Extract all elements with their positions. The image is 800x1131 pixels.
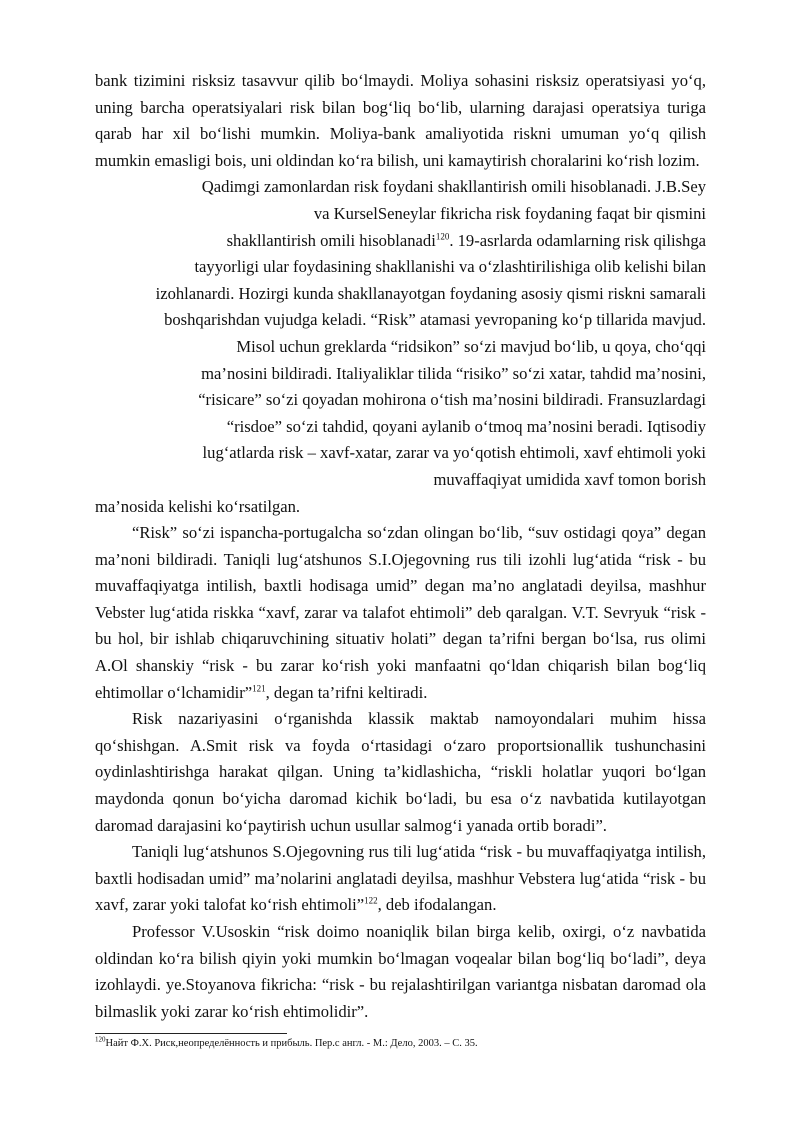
paragraph-text: Taniqli lug‘atshunos S.Ojegovning rus tili lug‘atida “risk - bu muvaffaqiyatga intilish, baxtli hodisadan umid” ma’nolarini anglatadi deyilsa, mashhur Vebstera lug‘atida “risk - bu xavf, zarar yoki talofat ko‘rish ehtimoli” [95,842,706,915]
paragraph-line: “risdoe” so‘zi tahdid, qoyani aylanib o‘tmoq ma’nosini beradi. Iqtisodiy [226,416,706,436]
footnote [95,1037,706,1051]
footnote-number: 120 [95,1035,106,1044]
body-text [95,68,706,1025]
paragraph-line: tayyorligi ular foydasining shakllanishi va o‘zlashtirilishiga olib kelishi bilan [194,257,706,277]
paragraph-text: , deb ifodalangan. [377,895,497,915]
paragraph: bank tizimini risksiz tasavvur qilib bo‘lmaydi. Moliya sohasini risksiz operatsiyasi yo‘q, uning barcha operatsiyalari risk bilan bog‘liq bo‘lib, ularning darajasi operatsiya turiga qarab har xil bo‘lishi mumkin. Moliya-bank amaliyotida riskni umuman yo‘q qilish mumkin emasligi bois, uni oldindan ko‘ra bilish, uni kamaytirish choralarini ko‘rish lozim. [95,71,706,170]
paragraph-line: boshqarishdan vujudga keladi. “Risk” atamasi yevropaning ko‘p tillarida mavjud. [164,310,706,330]
paragraph [95,839,706,919]
line-text: . 19-asrlarda odamlarning risk qilishga [449,230,706,250]
paragraph-line: Misol uchun greklarda “ridsikon” so‘zi mavjud bo‘lib, u qoya, cho‘qqi [236,336,706,356]
paragraph: Professor V.Usoskin “risk doimo noaniqlik bilan birga kelib, oxirgi, o‘z navbatida oldindan ko‘ra bilish qiyin yoki mumkin bo‘lmagan voqealar bilan bog‘liq bo‘ladi”, deya izohlaydi. ye.Stoyanova fikricha: “risk - bu rejalashtirilgan variantga nisbatan daromad ola bilmaslik yoki zarar ko‘rish ehtimolidir”. [95,922,706,1021]
line-text: shakllantirish omili hisoblanadi [226,230,436,250]
paragraph-line: ma’nosini bildiradi. Italiyaliklar tilida “risiko” so‘zi xatar, tahdid ma’nosini, [201,363,706,383]
paragraph-line: ma’nosida kelishi ko‘rsatilgan. [95,496,301,516]
footnote-text: Найт Ф.Х. Риск,неопределённость и прибыль. Пер.с англ. - М.: Дело, 2003. – С. 35. [105,1038,478,1049]
paragraph: Risk nazariyasini o‘rganishda klassik maktab namoyondalari muhim hissa qo‘shishgan. A.Smit risk va foyda o‘rtasidagi o‘zaro proportsionallik tushunchasini oydinlashtirishga harakat qilgan. Uning ta’kidlashicha, “riskli holatlar yuqori bo‘lgan maydonda qonun bo‘yicha daromad kichik bo‘ladi, bu esa o‘z navbatida kutilayotgan daromad darajasini ko‘paytirish uchun usullar salmog‘i yanada ortib boradi”. [95,709,706,835]
paragraph-line: va KurselSeneylar fikricha risk foydaning faqat bir qismini [313,203,706,223]
paragraph-line: Qadimgi zamonlardan risk foydani shakllantirish omili hisoblanadi. J.B.Sey [201,177,706,197]
paragraph [95,520,706,706]
paragraph-line: lug‘atlarda risk – xavf-xatar, zarar va yo‘qotish ehtimoli, xavf ehtimoli yoki [202,443,706,463]
paragraph-text: , degan ta’rifni keltiradi. [265,682,428,702]
paragraph-line: “risicare” so‘zi qoyadan mohirona o‘tish ma’nosini bildiradi. Fransuzlardagi [198,390,706,410]
paragraph-line: muvaffaqiyat umidida xavf tomon borish [433,469,706,489]
paragraph-line: izohlanardi. Hozirgi kunda shakllanayotgan foydaning asosiy qismi riskni samarali [155,283,706,303]
paragraph-line [95,228,706,255]
footnote-ref[interactable]: 120 [435,231,450,242]
footnote-ref[interactable]: 122 [364,895,378,906]
footnote-separator [95,1033,287,1034]
footnote-ref[interactable]: 121 [252,683,266,694]
paragraph-text: “Risk” so‘zi ispancha-portugalcha so‘zdan olingan bo‘lib, “suv ostidagi qoya” degan ma’noni bildiradi. Taniqli lug‘atshunos S.I.Ojegovning rus tili izohli lug‘atida “risk - bu muvaffaqiyatga intilish, baxtli hodisaga umid” degan ma’no anglatadi deyilsa, mashhur Vebster lug‘atida riskka “xavf, zarar va talafot ehtimoli” deb qaralgan. V.T. Sevryuk “risk - bu hol, bir ishlab chiqaruvchining situativ holati” degan ta’rifni bergan bo‘lsa, rus olimi A.Ol shanskiy “risk - bu zarar ko‘rish yoki manfaatni qo‘ldan chiqarish bilan bog‘liq ehtimollar o‘lchamidir” [95,523,706,702]
